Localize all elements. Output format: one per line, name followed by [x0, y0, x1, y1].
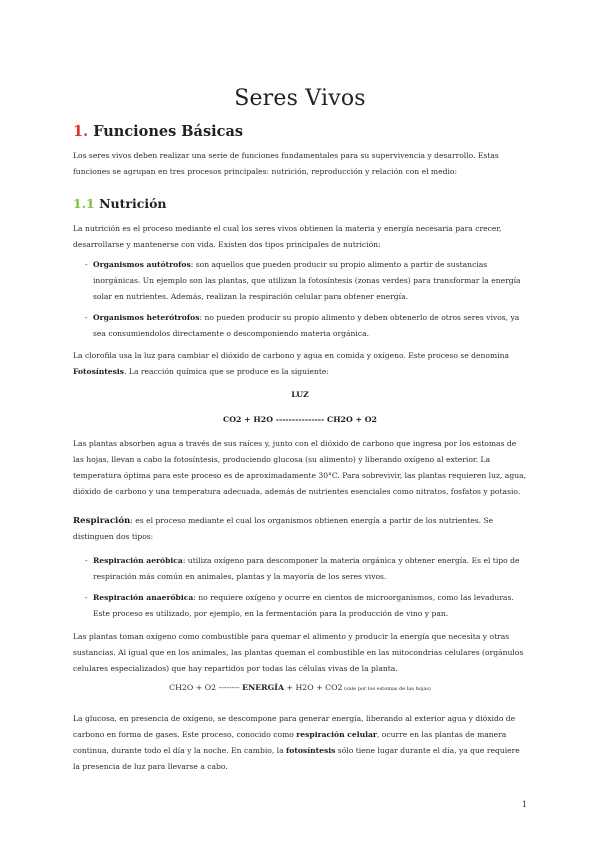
- section-number: 1.: [73, 123, 89, 140]
- equation-text: CO2 + H2O --------------- CH2O + O2: [223, 415, 377, 424]
- text-run: La glucosa, en presencia de oxígeno, se descompone para generar energía, liberando al exterior agua y dióxido de carbono en forma de gases. Este proceso, conocido como: [73, 714, 516, 739]
- term-anaerobica: Respiración anaeróbica: [93, 593, 194, 602]
- subsection-number: 1.1: [73, 196, 95, 211]
- term-respiracion-celular: respiración celular: [296, 730, 377, 739]
- respiration-equation: [0, 683, 600, 692]
- text-run: , ocurre en las plantas de manera continua, durante todo el día y la noche. En cambio, la: [73, 730, 507, 755]
- term-fotosintesis: Fotosíntesis: [73, 367, 125, 376]
- equation-energia: ENERGÍA: [242, 683, 285, 692]
- intro-paragraph: Los seres vivos deben realizar una serie de funciones fundamentales para su supervivencia y desarrollo. Estas funciones se agrupan en tres procesos principales: nutrición, reproducción y relación con el medio:: [73, 151, 499, 176]
- list-item-anaerobica: [85, 590, 525, 622]
- bullet-dash: -: [85, 260, 88, 269]
- term-autotrofos: Organismos autótrofos: [93, 260, 191, 269]
- section-heading-funciones: [73, 123, 243, 140]
- list-item-heterotrofos: [85, 310, 525, 342]
- section-label: Funciones Básicas: [88, 123, 244, 140]
- page-title: Seres Vivos: [234, 86, 366, 111]
- list-item-aerobica: [85, 553, 525, 585]
- term-respiracion: Respiración: [73, 516, 131, 526]
- photosynthesis-equation: [0, 415, 600, 424]
- definition-text: : utiliza oxígeno para descomponer la materia orgánica y obtener energía. Es el tipo de respiración más común en animales, plantas y la mayoría de los seres vivos.: [93, 556, 520, 581]
- definition-text: : no pueden producir su propio alimento y deben obtenerlo de otros seres vivos, ya sea consumiendolos directamente o descomponiendo materia orgánica.: [93, 313, 520, 338]
- equation-right: + H2O + CO2: [284, 683, 343, 692]
- bullet-dash: -: [85, 556, 88, 565]
- term-fotosintesis-2: fotosíntesis: [286, 746, 336, 755]
- combustible-paragraph: Las plantas toman oxígeno como combustible para quemar el alimento y producir la energía que necesita y otras sustancias. Al igual que en los animales, las plantas queman el combustible en las mitocondrias celulares (orgánulos celulares especializados) que hay repartidos por todas las células vivas de la planta.: [73, 632, 524, 673]
- text-run: . La reacción química que se produce es la siguiente:: [124, 367, 329, 376]
- bullet-dash: -: [85, 313, 88, 322]
- page-number: 1: [521, 800, 527, 809]
- text-run: sólo tiene lugar durante el día, ya que requiere la presencia de luz para llevarse a cabo.: [73, 746, 520, 771]
- plantas-paragraph: Las plantas absorben agua a través de sus raíces y, junto con el dióxido de carbono que ingresa por los estomas de las hojas, llevan a cabo la fotosíntesis, produciendo glucosa (su alimento) y liberando oxígeno al exterior. La temperatura óptima para este proceso es de aproximadamente 30°C. Para sobrevivir, las plantas requieren luz, agua, dióxido de carbono y una temperatura adecuada, además de nutrientes esenciales como nitratos, fosfatos y potasio.: [73, 439, 527, 496]
- glucosa-paragraph: [73, 711, 528, 775]
- term-aerobica: Respiración aeróbica: [93, 556, 183, 565]
- subsection-label: Nutrición: [94, 196, 167, 211]
- equation-label-luz: [0, 390, 600, 399]
- nutricion-paragraph: La nutrición es el proceso mediante el cual los seres vivos obtienen la materia y energía necesaria para crecer, desarrollarse y mantenerse con vida. Existen dos tipos principales de nutrición:: [73, 224, 502, 249]
- bullet-dash: -: [85, 593, 88, 602]
- respiracion-paragraph: [73, 513, 528, 545]
- definition-text: : no requiere oxígeno y ocurre en cientos de microorganismos, como las levaduras. Este proceso es utilizado, por ejemplo, en la fermentación para la producción de vino y pan.: [93, 593, 514, 618]
- clorofila-paragraph: [73, 348, 528, 380]
- section-heading-nutricion: [73, 196, 167, 211]
- equation-left: CH2O + O2 --------: [169, 683, 243, 692]
- equation-note: (sale por los estomas de las hojas): [342, 686, 431, 692]
- text-run: La clorofila usa la luz para cambiar el dióxido de carbono y agua en comida y oxígeno. Este proceso se denomina: [73, 351, 509, 360]
- term-heterotrofos: Organismos heterótrofos: [93, 313, 200, 322]
- definition-text: : son aquellos que pueden producir su propio alimento a partir de sustancias inorgánicas. Un ejemplo son las plantas, que utilizan la fotosíntesis (zonas verdes) para transformar la energía solar en nutrientes. Además, realizan la respiración celular para obtener energía.: [93, 260, 521, 301]
- luz-label: LUZ: [291, 390, 309, 399]
- list-item-autotrofos: [85, 257, 525, 305]
- definition-text: : es el proceso mediante el cual los organismos obtienen energía a partir de los nutrientes. Se distinguen dos tipos:: [73, 516, 494, 541]
